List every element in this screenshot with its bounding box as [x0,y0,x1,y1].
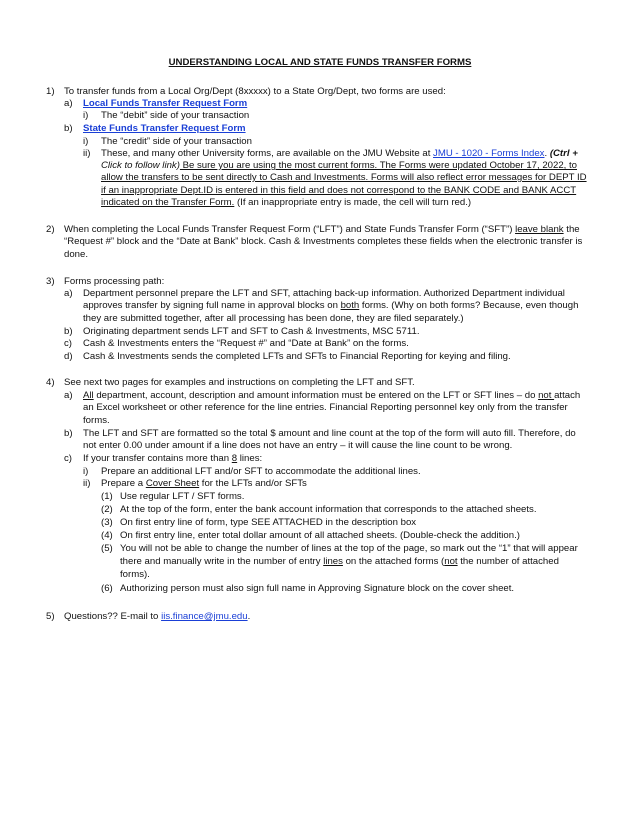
item-1b-i-marker: i) [83,136,89,147]
step-1-marker: (1) [101,491,113,502]
item-1b-ii-l5-post: (If an inappropriate entry is made, the cell will turn red.) [234,197,472,208]
step-5-l2-post: the number of attached [457,556,559,567]
item-4c-pre: If your transfer contains more than [83,453,232,464]
item-3-number: 3) [46,276,55,287]
item-3c-text: Cash & Investments enters the “Request #” and “Date at Bank” on the forms. [83,338,409,349]
state-funds-form-link[interactable]: State Funds Transfer Request Form [83,123,246,134]
item-4a-marker: a) [64,390,73,401]
item-4a-line-2: an Excel worksheet or other reference for the line entries. Financial Reporting personnel key only from the transfer [83,402,568,413]
step-5-l2-mid: on the attached forms ( [342,556,445,567]
step-4-text: On first entry line, enter total dollar amount of all attached sheets. (Double-check the addition.) [120,530,520,541]
item-4-text: See next two pages for examples and instructions on completing the LFT and SFT. [64,377,415,388]
item-3d-marker: d) [64,351,73,362]
item-2-line-3: done. [64,249,89,260]
item-1b-ii-l1-pre: These, and many other University forms, are available on the JMU Website at [101,148,434,159]
item-3d-text: Cash & Investments sends the completed LFTs and SFTs to Financial Reporting for keying and filing. [83,351,511,362]
email-link[interactable]: iis.finance@jmu.edu [161,611,248,622]
item-4a-l1-not: not [538,390,555,401]
step-5-line-1: You will not be able to change the number of lines at the top of the page, so mark out the “1” that will appear [120,543,578,554]
item-3a-line-1: Department personnel prepare the LFT and SFT, attaching back-up information. Authorized Department individual [83,288,565,299]
item-2-line-2: “Request #” block and the “Date at Bank” block. Cash & Investments completes these fields when the electronic transfer is [64,236,583,247]
item-4b-marker: b) [64,428,73,439]
item-2-line-1 [64,224,580,236]
step-5-line-3: forms). [120,569,150,580]
item-4c-ii-cover-sheet: Cover Sheet [145,478,200,489]
item-1b-ii-marker: ii) [83,148,91,159]
step-5-l2-lines: lines [323,556,343,567]
item-1b-ii-l2-hint: Click to follow link) [101,160,180,171]
item-3a-marker: a) [64,288,73,299]
item-1b-ii-line-3: allow the transfers to be sent directly to Cash and Investments. Forms will also reflect error messages for DEPT ID [101,172,587,183]
item-3a-l2-pre: approves transfer by signing full name in approval blocks on [83,300,341,311]
item-3a-l2-post: forms. (Why on both forms? Because, even though [359,300,579,311]
item-1b-ii-l2-underlined: Be sure you are using the most current forms. The Forms were updated October 17, 2022, to [179,160,578,171]
item-1b-i-text: The “credit” side of your transaction [101,136,252,147]
item-3a-line-2 [83,300,578,312]
item-4c-ii-post: for the LFTs and/or SFTs [199,478,307,489]
item-3a-line-3: they are submitted together, after all processing has been done, they are filed separately.) [83,313,464,324]
item-1b-ii-l1-hint: (Ctrl + [549,148,578,159]
item-4b-line-1: The LFT and SFT are formatted so the total $ amount and line count at the top of the form will auto fill. Therefore, do [83,428,576,439]
item-1a-i-marker: i) [83,110,89,121]
step-2-text: At the top of the form, enter the bank account information that corresponds to the attached sheets. [120,504,537,515]
item-1b-ii-l1-post: . [544,148,550,159]
item-3b-text: Originating department sends LFT and SFT to Cash & Investments, MSC 5711. [83,326,420,337]
item-4c-text [83,453,262,465]
item-4c-count: 8 [231,453,238,464]
item-3-text: Forms processing path: [64,276,165,287]
step-6-text: Authorizing person must also sign full name in Approving Signature block on the cover sheet. [120,583,515,594]
step-5-l2-pre: there and manually write in the number of entry [120,556,324,567]
item-4c-i-marker: i) [83,466,89,477]
step-3-text: On first entry line of form, type SEE ATTACHED in the description box [120,517,417,528]
item-5-text [64,611,250,623]
forms-index-link[interactable]: JMU - 1020 - Forms Index [433,148,545,159]
item-1b-marker: b) [64,123,73,134]
item-2-l1-underlined: leave blank [515,224,564,235]
item-1a-marker: a) [64,98,73,109]
step-5-l2-not: not [444,556,458,567]
item-1b-ii-line-1 [101,148,578,160]
item-5-pre: Questions?? E-mail to [64,611,162,622]
item-4c-marker: c) [64,453,72,464]
step-4-marker: (4) [101,530,113,541]
item-5-post: . [247,611,251,622]
item-4c-i-text: Prepare an additional LFT and/or SFT to accommodate the additional lines. [101,466,421,477]
item-4-number: 4) [46,377,55,388]
item-4c-ii-marker: ii) [83,478,91,489]
item-1b-ii-line-2 [101,160,577,172]
item-4a-l1-post: attach [554,390,581,401]
item-5-number: 5) [46,611,55,622]
item-3c-marker: c) [64,338,72,349]
item-3b-marker: b) [64,326,73,337]
item-2-l1-pre: When completing the Local Funds Transfer Request Form (“LFT”) and State Funds Transfer Form (“SFT”) [64,224,516,235]
item-3a-l2-underlined: both [340,300,360,311]
item-4c-ii-pre: Prepare a [101,478,146,489]
item-2-l1-post: the [563,224,580,235]
step-5-marker: (5) [101,543,113,554]
local-funds-form-link[interactable]: Local Funds Transfer Request Form [83,98,248,109]
step-3-marker: (3) [101,517,113,528]
item-4a-line-3: forms. [83,415,110,426]
item-4a-l1-all: All [83,390,94,401]
item-4a-l1-mid: department, account, description and amount information must be entered on the LFT or SFT lines – do [93,390,539,401]
step-1-text: Use regular LFT / SFT forms. [120,491,245,502]
step-6-marker: (6) [101,583,113,594]
item-1-text: To transfer funds from a Local Org/Dept (8xxxxx) to a State Org/Dept, two forms are used: [64,86,446,97]
step-2-marker: (2) [101,504,113,515]
item-2-number: 2) [46,224,55,235]
item-4c-post: lines: [237,453,263,464]
item-4b-line-2: not enter 0.00 under amount if a line does not have an entry – it will cause the line count to be wrong. [83,440,513,451]
page-title: UNDERSTANDING LOCAL AND STATE FUNDS TRANSFER FORMS [168,57,472,68]
step-5-line-2 [120,556,559,568]
item-1-number: 1) [46,86,55,97]
item-4c-ii-text [101,478,307,490]
item-4a-line-1 [83,390,580,402]
item-1b-ii-line-5 [101,197,471,209]
item-1b-ii-l5-underlined: indicated on the Transfer Form. [101,197,235,208]
item-1b-ii-line-4: if an inappropriate Dept.ID is entered in this field and does not correspond to the BANK CODE and BANK ACCT [101,185,577,196]
item-1a-i-text: The “debit” side of your transaction [101,110,250,121]
